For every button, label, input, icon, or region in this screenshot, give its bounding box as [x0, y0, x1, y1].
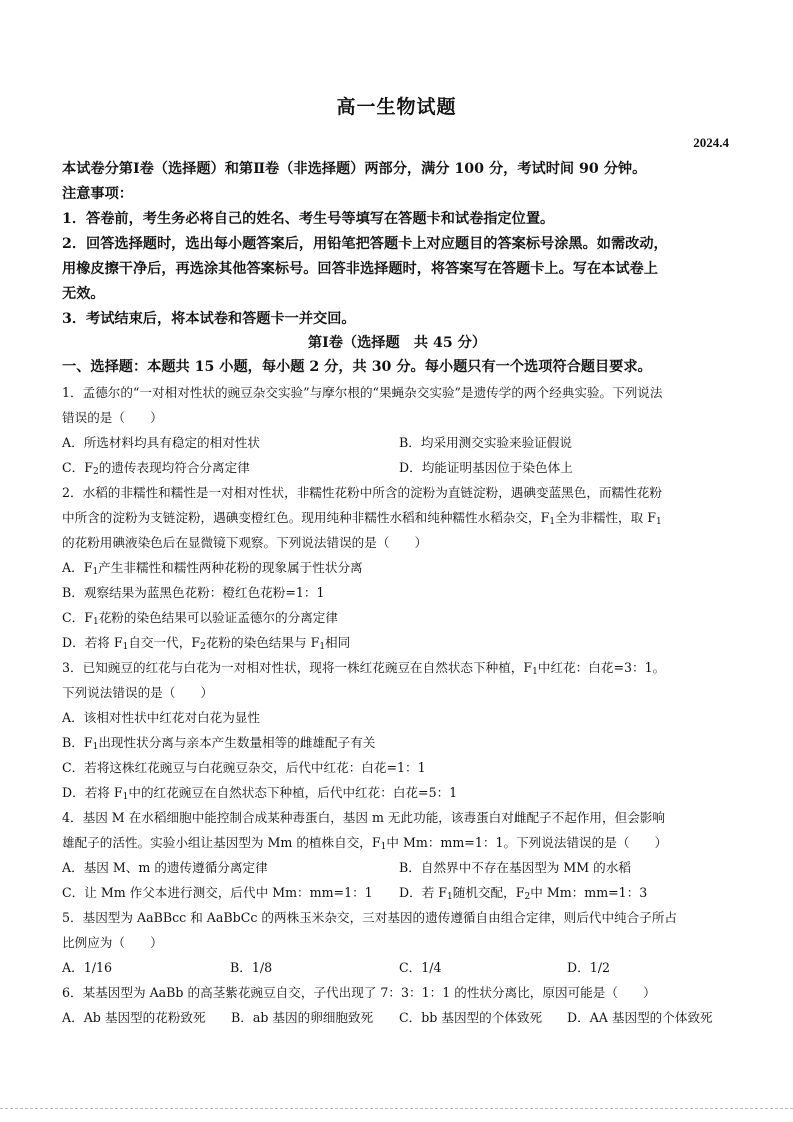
q6-option-a: A．Ab 基因型的花粉致死	[62, 1010, 206, 1025]
q3-option-d: D．若将 $F_1$中的红花豌豆在自然状态下种植，后代中红花：白花=5：1	[62, 785, 458, 802]
exam-date: 2024.4	[693, 135, 729, 150]
q2-option-d: D．若将 $F_1$自交一代，$F_2$花粉的染色结果与 $F_1$相同	[62, 635, 351, 652]
q1-stem-line-2: 错误的是（ ）	[62, 410, 163, 425]
instruction-note-2-line-1: 2．回答选择题时，选出每小题答案后，用铅笔把答题卡上对应题目的答案标号涂黑。如需改动，	[62, 236, 668, 252]
q2-option-a: A．$F_1$产生非糯性和糯性两种花粉的现象属于性状分离	[62, 560, 363, 577]
q2-stem-line-2: 中所含的淀粉为支链淀粉，遇碘变橙红色。现用纯种非糯性水稻和纯种糯性水稻杂交，$F_1$全为非糯性，取 $F_1$	[62, 510, 662, 526]
instruction-note-2-line-3: 无效。	[62, 286, 105, 302]
q3-option-c: C．若将这株红花豌豆与白花豌豆杂交，后代中红花：白花=1：1	[62, 760, 426, 775]
q4-stem-line-2: 雄配子的活性。实验小组让基因型为 Mm 的植株自交，$F_1$中 Mm：mm=1：1。下列说法错误的是（ ）	[62, 835, 668, 851]
q1-option-b: B．均采用测交实验来验证假说	[399, 435, 572, 450]
instruction-note-2-line-2: 用橡皮擦干净后，再选涂其他答案标号。回答非选择题时，将答案写在答题卡上。写在本试卷上	[62, 261, 658, 277]
page-bottom-divider	[0, 1108, 793, 1109]
q4-stem-line-1: 4．基因 M 在水稻细胞中能控制合成某种毒蛋白，基因 m 无此功能，该毒蛋白对雌配子不起作用，但会影响	[62, 810, 665, 825]
q6-stem: 6．某基因型为 AaBb 的高茎紫花豌豆自交，子代出现了 7：3：1：1 的性状分离比，原因可能是（ ）	[62, 985, 656, 1000]
q3-option-a: A．该相对性状中红花对白花为显性	[62, 710, 261, 725]
q1-option-c: C．$F_2$的遗传表现均符合分离定律	[62, 460, 250, 477]
q2-stem-line-3: 的花粉用碘液染色后在显微镜下观察。下列说法错误的是（ ）	[62, 535, 428, 550]
part-one-heading: 一、选择题：本题共 15 小题，每小题 2 分，共 30 分。每小题只有一个选项符合题目要求。	[62, 359, 652, 375]
q4-option-c: C．让 Mm 作父本进行测交，后代中 Mm：mm=1：1	[62, 885, 373, 900]
instruction-note-1: 1．答卷前，考生务必将自己的姓名、考生号等填写在答题卡和试卷指定位置。	[62, 211, 555, 227]
q3-stem-line-2: 下列说法错误的是（ ）	[62, 685, 214, 700]
q2-stem-line-1: 2．水稻的非糯性和糯性是一对相对性状，非糯性花粉中所含的淀粉为直链淀粉，遇碘变蓝黑色，而糯性花粉	[62, 485, 662, 500]
q3-option-b: B．$F_1$出现性状分离与亲本产生数量相等的雌雄配子有关	[62, 735, 376, 752]
q3-stem-line-1: 3．已知豌豆的红花与白花为一对相对性状，现将一株红花豌豆在自然状态下种植，$F_1$中红花：白花=3：1。	[62, 660, 666, 676]
q2-option-c: C．$F_1$花粉的染色结果可以验证孟德尔的分离定律	[62, 610, 338, 627]
q4-option-b: B．自然界中不存在基因型为 MM 的水稻	[399, 860, 631, 875]
q1-option-d: D．均能证明基因位于染色体上	[399, 460, 573, 475]
section-title: 第Ⅰ卷（选择题 共 45 分）	[307, 335, 487, 351]
q2-option-b: B．观察结果为蓝黑色花粉：橙红色花粉=1：1	[62, 585, 325, 600]
q5-option-d: D．1/2	[567, 960, 610, 975]
q5-option-a: A．1/16	[62, 960, 112, 975]
q4-option-d: D．若 $F_1$随机交配，$F_2$中 Mm：mm=1：3	[399, 885, 648, 902]
q5-option-c: C．1/4	[399, 960, 442, 975]
q5-stem-line-2: 比例应为（ ）	[62, 935, 163, 950]
q1-option-a: A．所选材料均具有稳定的相对性状	[62, 435, 261, 450]
q1-stem-line-1: 1．孟德尔的“一对相对性状的豌豆杂交实验”与摩尔根的“果蝇杂交实验”是遗传学的两个经典实验。下列说法	[62, 385, 663, 400]
q6-option-c: C．bb 基因型的个体致死	[399, 1010, 543, 1025]
page-title: 高一生物试题	[336, 96, 457, 118]
instruction-note-3: 3．考试结束后，将本试卷和答题卡一并交回。	[62, 311, 356, 327]
q6-option-d: D．AA 基因型的个体致死	[567, 1010, 713, 1025]
q5-option-b: B．1/8	[230, 960, 273, 975]
instructions-intro: 本试卷分第Ⅰ卷（选择题）和第Ⅱ卷（非选择题）两部分，满分 100 分，考试时间 90 分钟。	[62, 161, 647, 177]
q5-stem-line-1: 5．基因型为 AaBBcc 和 AaBbCc 的两株玉米杂交，三对基因的遗传遵循自由组合定律，则后代中纯合子所占	[62, 910, 678, 925]
q6-option-b: B．ab 基因的卵细胞致死	[231, 1010, 374, 1025]
instructions-heading: 注意事项：	[62, 186, 133, 202]
q4-option-a: A．基因 M、m 的遗传遵循分离定律	[62, 860, 268, 875]
